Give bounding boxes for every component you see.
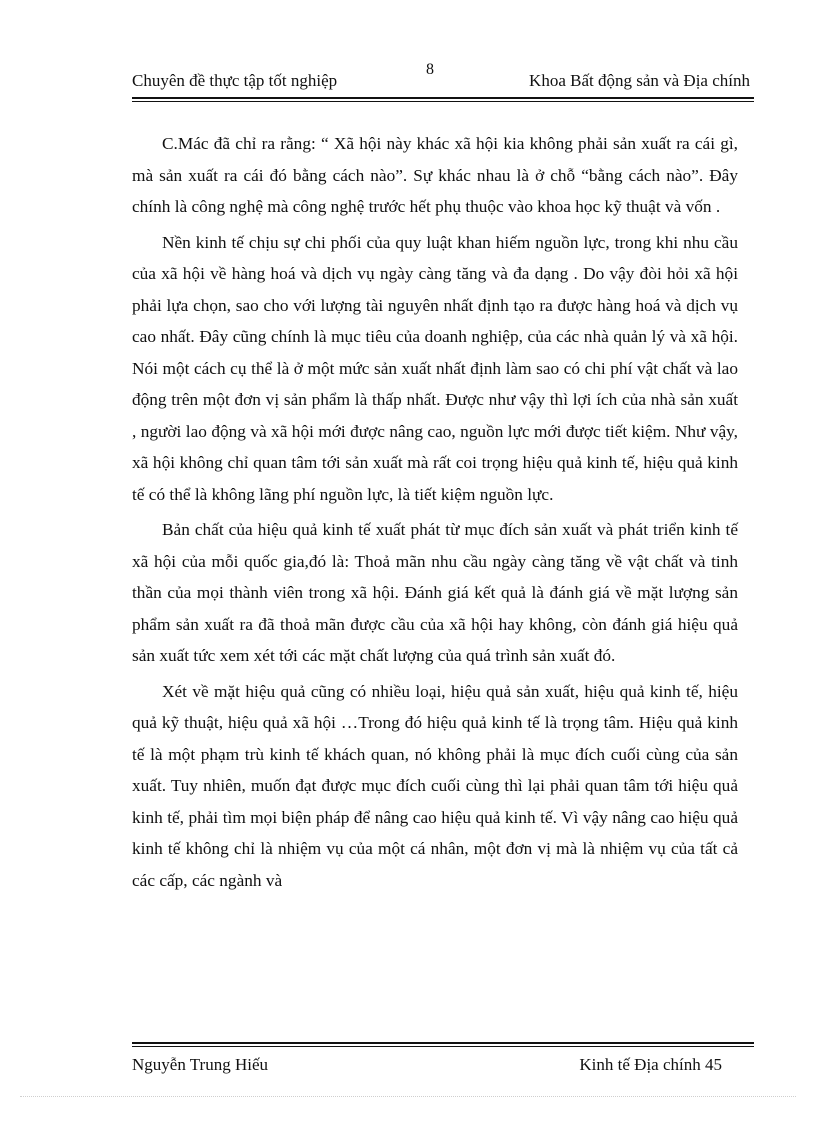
page-edge-divider <box>20 1096 796 1097</box>
page-footer <box>132 1052 754 1082</box>
paragraph-1: C.Mác đã chỉ ra rằng: “ Xã hội này khác xã hội kia không phải sản xuất ra cái gì, mà sản xuất ra cái đó bằng cách nào”. Sự khác nhau là ở chỗ “bằng cách nào”. Đây chính là công nghệ mà công nghệ trước hết phụ thuộc vào khoa học kỹ thuật và vốn . <box>132 134 738 216</box>
footer-class: Kinh tế Địa chính 45 <box>579 1055 722 1074</box>
page-number: 8 <box>426 61 434 78</box>
header-document-type: Chuyên đề thực tập tốt nghiệp <box>132 71 338 90</box>
paragraph-3: Bản chất của hiệu quả kinh tế xuất phát từ mục đích sản xuất và phát triển kinh tế xã hội của mỗi quốc gia,đó là: Thoả mãn nhu cầu ngày càng tăng về vật chất và tinh thần của mọi thành viên trong xã hội. Đánh giá kết quả là đánh giá về mặt lượng sản phẩm sản xuất ra đã thoả mãn được cầu của xã hội hay không, còn đánh giá hiệu quả sản xuất tức xem xét tới các mặt chất lượng của quá trình sản xuất đó. <box>132 520 738 665</box>
body-text <box>132 128 738 896</box>
paragraph-2: Nền kinh tế chịu sự chi phối của quy luật khan hiếm nguồn lực, trong khi nhu cầu của xã hội về hàng hoá và dịch vụ ngày càng tăng và đa dạng . Do vậy đòi hỏi xã hội phải lựa chọn, sao cho với lượng tài nguyên nhất định tạo ra được hàng hoá và dịch vụ cao nhất. Đây cũng chính là mục tiêu của doanh nghiệp, của các nhà quản lý và xã hội. Nói một cách cụ thể là ở một mức sản xuất nhất định làm sao có chi phí vật chất và lao động trên một đơn vị sản phẩm là thấp nhất. Được như vậy thì lợi ích của nhà sản xuất , người lao động và xã hội mới được nâng cao, nguồn lực mới được tiết kiệm. Như vậy, xã hội không chỉ quan tâm tới sản xuất mà rất coi trọng hiệu quả kinh tế, hiệu quả kinh tế có thể là không lãng phí nguồn lực, là tiết kiệm nguồn lực. <box>132 232 738 504</box>
footer-author: Nguyễn Trung Hiếu <box>132 1055 269 1074</box>
header-faculty: Khoa Bất động sản và Địa chính <box>529 71 750 90</box>
footer-divider <box>132 1042 754 1047</box>
paragraph-4: Xét về mặt hiệu quả cũng có nhiều loại, hiệu quả sản xuất, hiệu quả kinh tế, hiệu quả kỹ thuật, hiệu quả xã hội …Trong đó hiệu quả kinh tế là trọng tâm. Hiệu quả kinh tế là một phạm trù kinh tế khách quan, nó không phải là mục đích cuối cùng của sản xuất. Tuy nhiên, muốn đạt được mục đích cuối cùng thì lại phải quan tâm tới hiệu quả kinh tế, phải tìm mọi biện pháp để nâng cao hiệu quả kinh tế. Vì vậy nâng cao hiệu quả kinh tế không chỉ là nhiệm vụ của một cá nhân, một đơn vị mà là nhiệm vụ của tất cả các cấp, các ngành và <box>132 681 738 890</box>
header-divider <box>132 97 754 102</box>
